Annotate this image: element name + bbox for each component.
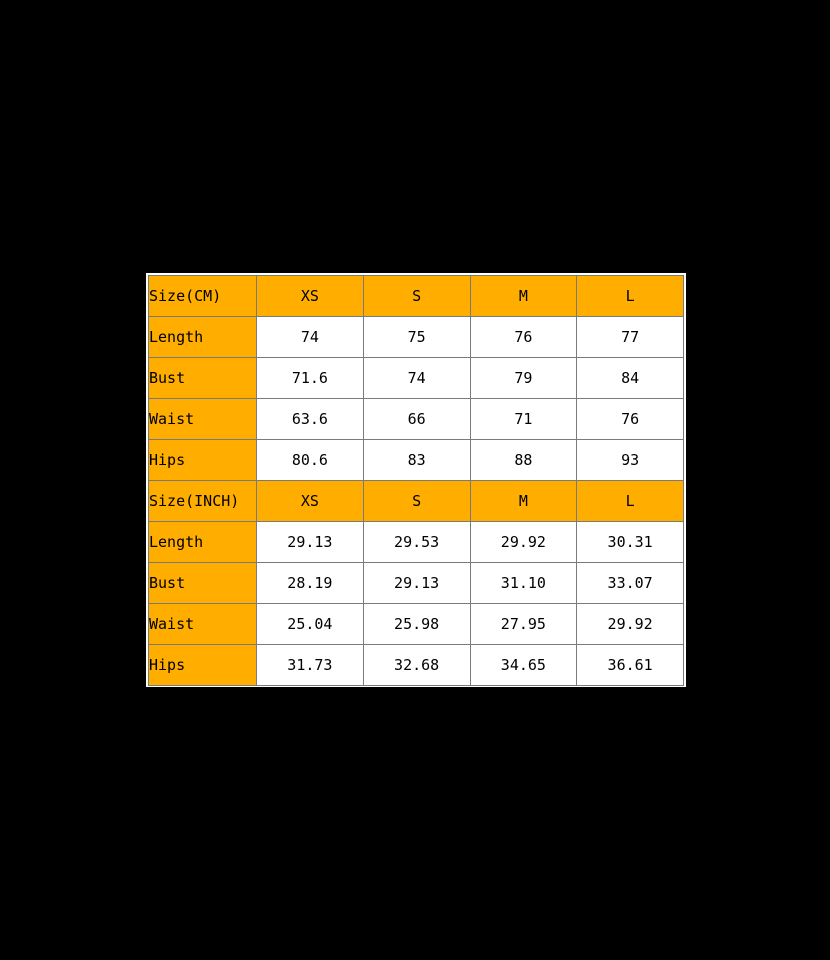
table-cell: 76 <box>470 317 577 358</box>
row-label: Bust <box>149 358 257 399</box>
table-cell: 77 <box>577 317 684 358</box>
row-label: Length <box>149 522 257 563</box>
row-label: Hips <box>149 645 257 686</box>
row-label: Bust <box>149 563 257 604</box>
table-cell: 71.6 <box>257 358 364 399</box>
table-cell: S <box>363 481 470 522</box>
table-cell: M <box>470 276 577 317</box>
table-row <box>149 358 684 399</box>
table-row <box>149 481 684 522</box>
size-chart-table <box>148 275 684 686</box>
table-cell: 29.13 <box>363 563 470 604</box>
table-cell: L <box>577 481 684 522</box>
table-cell: 32.68 <box>363 645 470 686</box>
table-cell: 83 <box>363 440 470 481</box>
table-cell: 71 <box>470 399 577 440</box>
table-cell: 25.98 <box>363 604 470 645</box>
table-cell: S <box>363 276 470 317</box>
table-cell: M <box>470 481 577 522</box>
table-cell: 66 <box>363 399 470 440</box>
row-label: Waist <box>149 399 257 440</box>
table-cell: 28.19 <box>257 563 364 604</box>
table-cell: XS <box>257 481 364 522</box>
table-cell: 80.6 <box>257 440 364 481</box>
table-cell: L <box>577 276 684 317</box>
table-row <box>149 563 684 604</box>
table-cell: 34.65 <box>470 645 577 686</box>
table-cell: 88 <box>470 440 577 481</box>
row-label: Length <box>149 317 257 358</box>
table-row <box>149 645 684 686</box>
table-cell: 75 <box>363 317 470 358</box>
row-label: Size(CM) <box>149 276 257 317</box>
table-cell: 74 <box>363 358 470 399</box>
table-cell: 29.92 <box>577 604 684 645</box>
row-label: Hips <box>149 440 257 481</box>
table-cell: 33.07 <box>577 563 684 604</box>
size-chart-body <box>149 276 684 686</box>
table-cell: 30.31 <box>577 522 684 563</box>
row-label: Waist <box>149 604 257 645</box>
table-cell: 31.73 <box>257 645 364 686</box>
table-cell: 29.53 <box>363 522 470 563</box>
table-cell: 79 <box>470 358 577 399</box>
table-row <box>149 440 684 481</box>
table-cell: 93 <box>577 440 684 481</box>
table-cell: XS <box>257 276 364 317</box>
table-row <box>149 399 684 440</box>
table-cell: 76 <box>577 399 684 440</box>
table-row <box>149 522 684 563</box>
table-cell: 29.13 <box>257 522 364 563</box>
table-row <box>149 317 684 358</box>
table-cell: 25.04 <box>257 604 364 645</box>
table-cell: 27.95 <box>470 604 577 645</box>
size-chart-container <box>146 273 686 687</box>
table-row <box>149 604 684 645</box>
table-row <box>149 276 684 317</box>
table-cell: 74 <box>257 317 364 358</box>
table-cell: 31.10 <box>470 563 577 604</box>
table-cell: 84 <box>577 358 684 399</box>
row-label: Size(INCH) <box>149 481 257 522</box>
table-cell: 63.6 <box>257 399 364 440</box>
table-cell: 36.61 <box>577 645 684 686</box>
table-cell: 29.92 <box>470 522 577 563</box>
